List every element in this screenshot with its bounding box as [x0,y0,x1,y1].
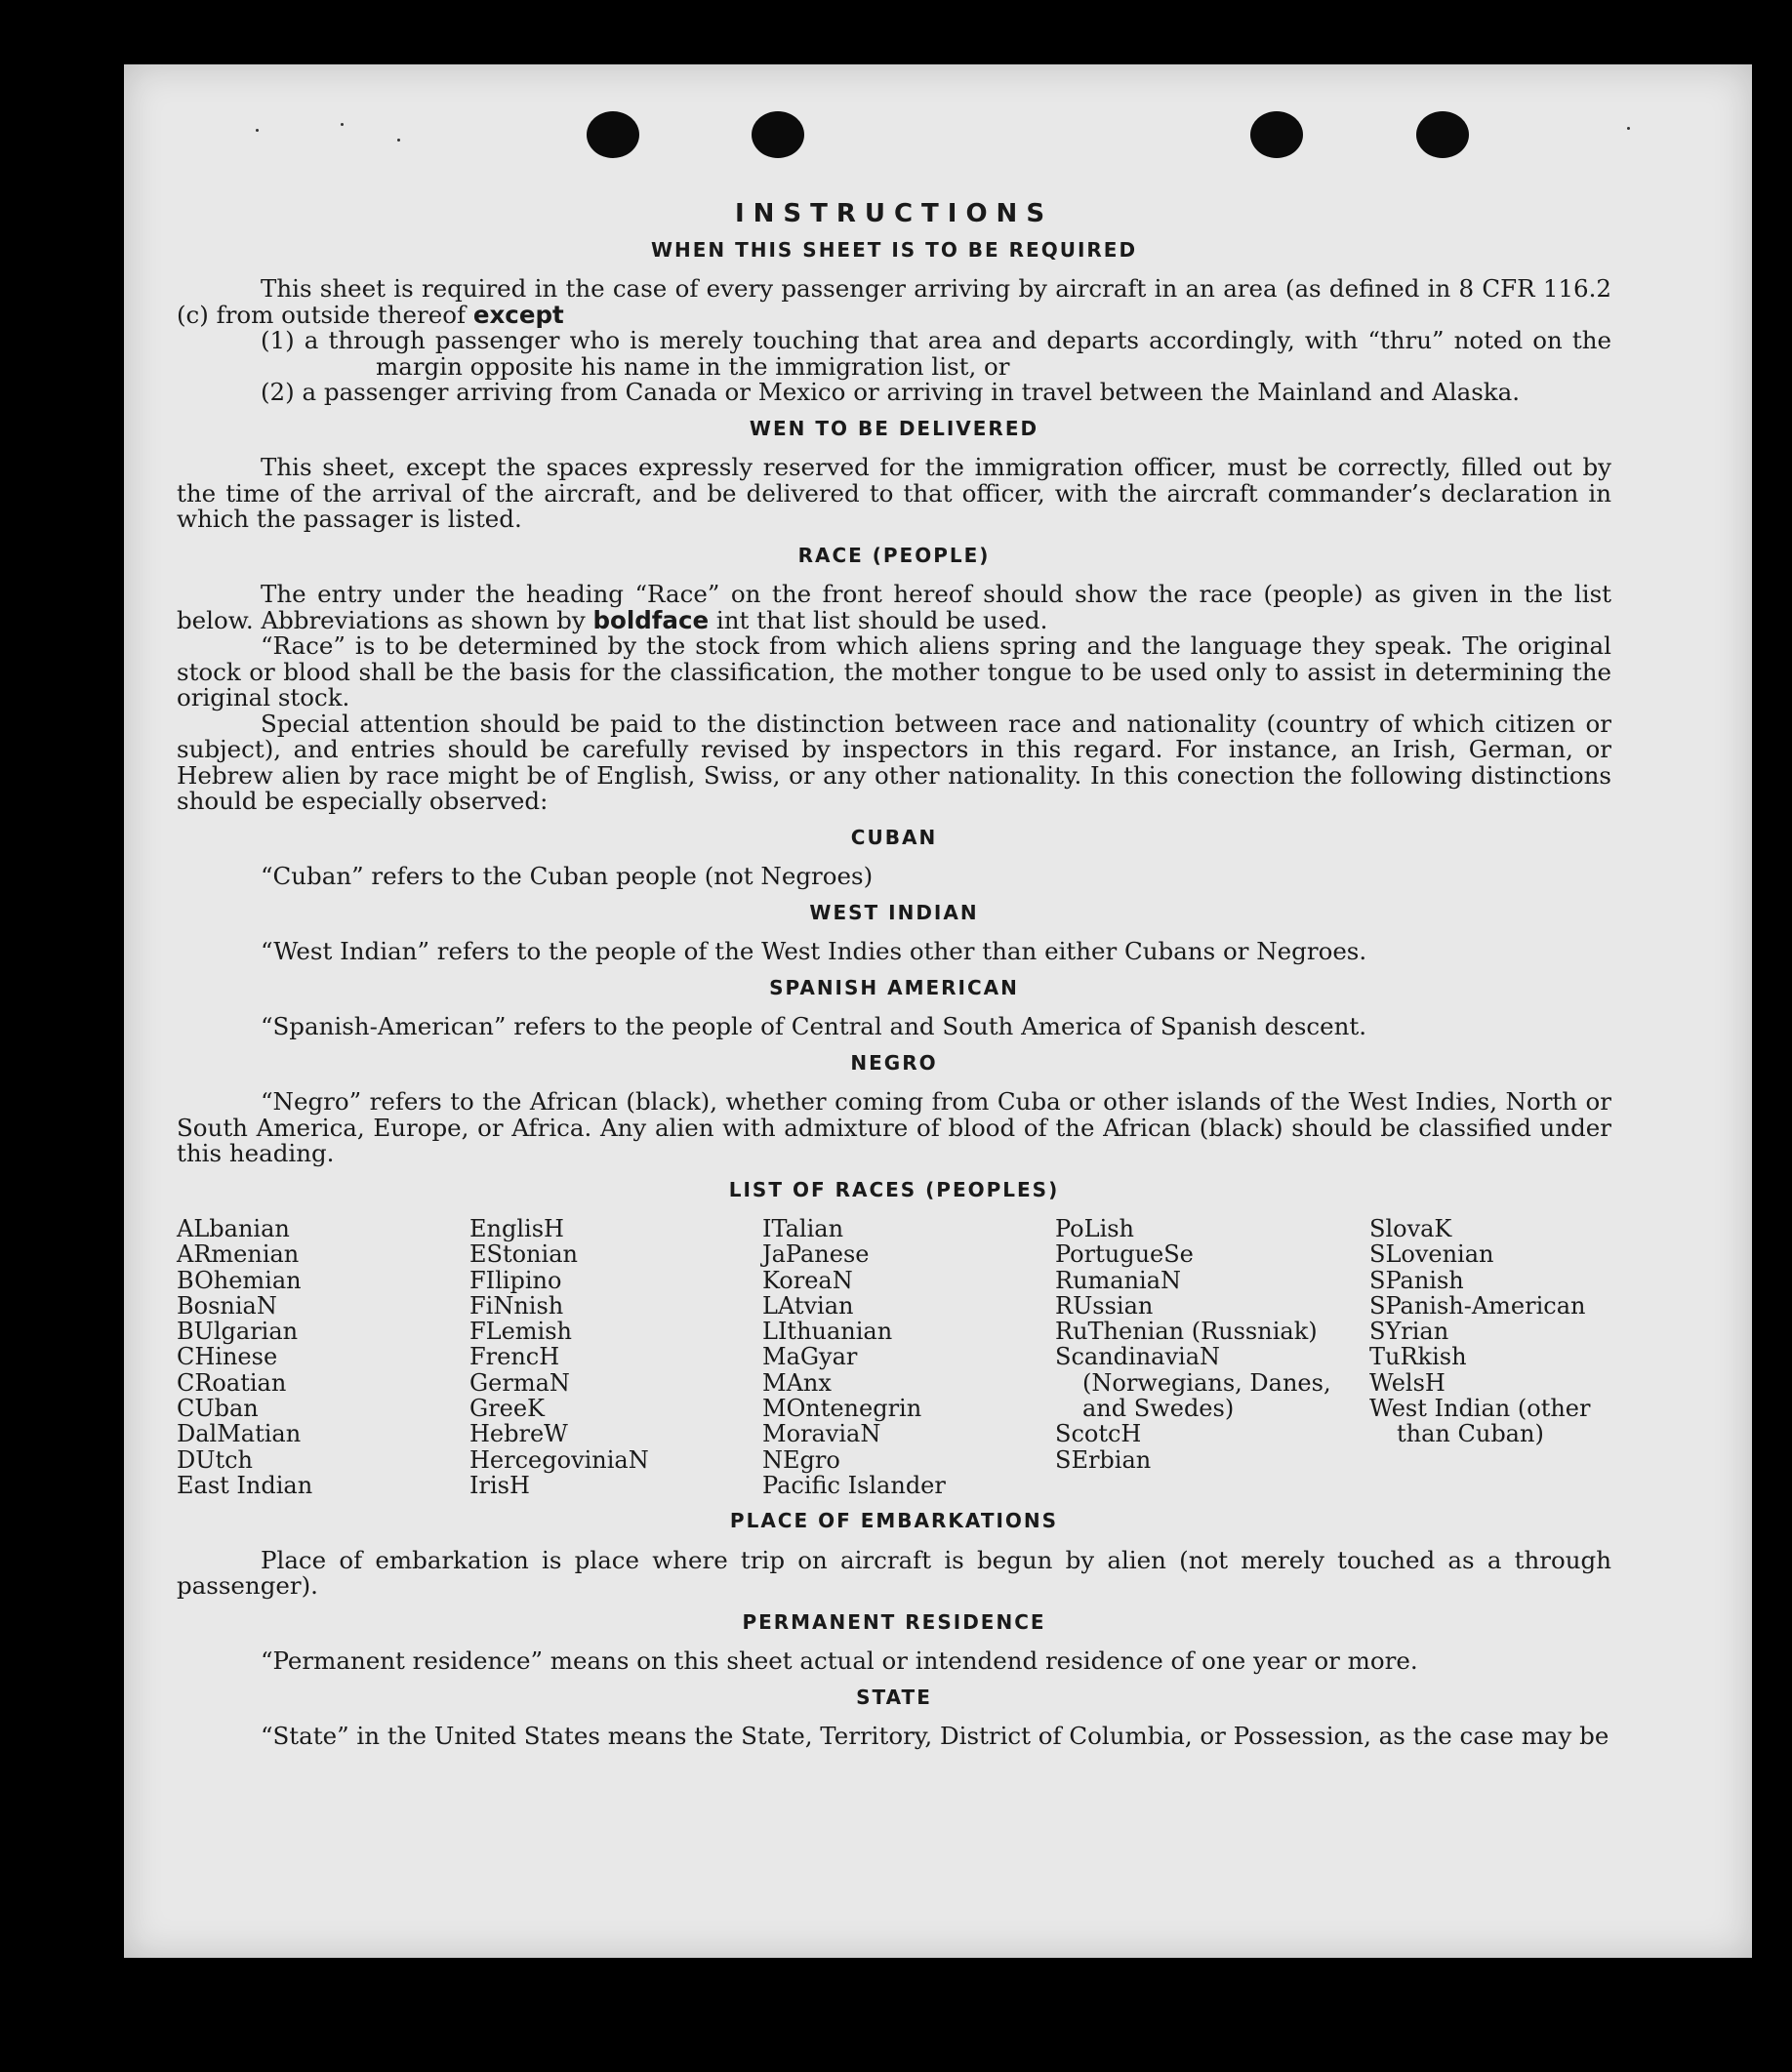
paragraph-embarkation: Place of embarkation is place where trip on aircraft is begun by alien (not merely touched as a through passenger). [177,1545,1611,1601]
race-item: GermaN [469,1368,570,1397]
races-list [177,1216,1611,1498]
race-item: West Indian (other than Cuban) [1369,1395,1591,1448]
race-item: FrencH [469,1343,560,1371]
race-item: SPanish-American [1369,1291,1586,1320]
section-heading-state: STATE [856,1685,932,1709]
race-item: MaGyar [762,1343,858,1371]
paragraph-race-3: Special attention should be paid to the distinction between race and nationality (country of which citizen or subject), and entries should be carefully revised by inspectors in this regard. For instance, an Irish, German, or Hebrew alien by race might be of English, Swiss, or any other nationality. In this conection the following distinctions should be especially observed: [177,709,1611,815]
race-item: LAtvian [762,1291,854,1320]
section-heading-spanish-american: SPANISH AMERICAN [769,975,1019,999]
punch-hole [587,111,639,158]
punch-hole [752,111,804,158]
races-column [1055,1216,1369,1498]
race-item: RumaniaN [1055,1266,1182,1294]
dust-speck [397,139,400,142]
race-item: SYrian [1369,1318,1449,1346]
race-item: ScotcH [1055,1420,1142,1448]
race-item: SPanish [1369,1266,1464,1294]
paragraph-text: int that list should be used. [715,605,1048,634]
paragraph-race-1 [177,582,1611,633]
section-heading-cuban: CUBAN [850,825,938,849]
race-item: HebreW [469,1420,568,1448]
section-heading-when-delivered: WEN TO BE DELIVERED [749,416,1039,440]
race-item: RuThenian (Russniak) [1055,1318,1318,1346]
instructions-content [177,201,1611,1750]
race-item: PoLish [1055,1215,1135,1242]
race-item: ALbanian [177,1215,290,1242]
race-item: PortugueSe [1055,1240,1194,1269]
punch-hole [1250,111,1303,158]
paragraph-when-delivered: This sheet, except the spaces expressly reserved for the immigration officer, must be correctly, filled out by the time of the arrival of the aircraft, and be delivered to that officer, with the aircraft commander’s declaration in which the passager is listed. [177,453,1611,533]
section-heading-list-of-races: LIST OF RACES (PEOPLES) [728,1177,1060,1201]
race-item: SErbian [1055,1445,1152,1474]
section-heading-race: RACE (PEOPLE) [797,543,991,567]
paragraph-when-required [177,276,1611,328]
race-item: NEgro [762,1445,840,1474]
race-item: ITalian [762,1215,844,1242]
race-item: KoreaN [762,1266,853,1294]
paragraph-text: The entry under the heading “Race” on the front hereof should show the race (people) as given in the list below. Abbreviations as shown by [177,580,1611,634]
section-heading-permanent-residence: PERMANENT RESIDENCE [742,1609,1046,1634]
races-column [177,1216,469,1498]
race-item: East Indian [177,1471,313,1499]
race-item: RUssian [1055,1291,1154,1320]
section-heading-west-indian: WEST INDIAN [809,900,979,924]
race-item: EnglisH [469,1215,564,1242]
race-item: CHinese [177,1343,278,1371]
document-sheet [124,64,1752,1958]
list-item: (2) a passenger arriving from Canada or Mexico or arriving in travel between the Mainland and Alaska. [261,378,1521,406]
race-item: FLemish [469,1318,572,1346]
section-heading-embarkation: PLACE OF EMBARKATIONS [729,1509,1059,1533]
dust-speck [1627,127,1630,130]
emphasis-text: boldface [592,605,710,634]
paragraph-spanish-american: “Spanish-American” refers to the people of Central and South America of Spanish descent. [261,1012,1367,1040]
emphasis-text: except [472,300,564,329]
race-item: JaPanese [762,1240,870,1269]
race-item: FiNnish [469,1291,564,1320]
paragraph-west-indian: “West Indian” refers to the people of the West Indies other than either Cubans or Negroes. [261,937,1367,965]
race-item: LIthuanian [762,1318,893,1346]
race-item: EStonian [469,1240,578,1269]
section-heading-negro: NEGRO [850,1050,938,1075]
dust-speck [341,123,344,126]
race-item: BUlgarian [177,1318,299,1346]
race-item: SlovaK [1369,1215,1452,1242]
punch-hole [1416,111,1469,158]
paragraph-cuban: “Cuban” refers to the Cuban people (not Negroes) [261,862,874,890]
race-item: GreeK [469,1395,545,1423]
race-item: FIlipino [469,1266,562,1294]
paragraph-negro: “Negro” refers to the African (black), whether coming from Cuba or other islands of the West Indies, North or South America, Europe, or Africa. Any alien with admixture of blood of the African (black) should be classified under this heading. [177,1087,1611,1167]
race-item: CUban [177,1395,259,1423]
race-item: MAnx [762,1368,832,1397]
paragraph-text: This sheet is required in the case of every passenger arriving by aircraft in an area (as defined in 8 CFR 116.2 (c) from outside thereof [177,274,1611,329]
paragraph-state: “State” in the United States means the State, Territory, District of Columbia, or Possession, as the case may be [261,1722,1609,1751]
race-item: CRoatian [177,1368,287,1397]
race-item: MoraviaN [762,1420,881,1448]
races-column [469,1216,762,1498]
race-item: BosniaN [177,1291,277,1320]
race-item: WelsH [1369,1368,1446,1397]
paragraph-permanent-residence: “Permanent residence” means on this sheet actual or intendend residence of one year or more. [261,1646,1418,1676]
race-item: BOhemian [177,1266,302,1294]
race-item: IrisH [469,1471,530,1499]
race-item: ARmenian [177,1240,300,1269]
race-item: HercegoviniaN [469,1445,649,1474]
page-title: INSTRUCTIONS [734,199,1054,228]
race-item: SLovenian [1369,1240,1494,1269]
race-item: Pacific Islander [762,1471,946,1499]
race-item: TuRkish [1369,1343,1467,1371]
paragraph-race-2: “Race” is to be determined by the stock from which aliens spring and the language they speak. The original stock or blood shall be the basis for the classification, the mother tongue to be used only to assist in determining the original stock. [177,631,1611,711]
races-column [1369,1216,1611,1498]
list-item: (1) a through passenger who is merely touching that area and departs accordingly, with “thru” noted on the margin opposite his name in the immigration list, or [261,326,1611,381]
race-item: DUtch [177,1445,254,1474]
dust-speck [256,129,259,132]
race-item: MOntenegrin [762,1395,922,1423]
race-item: ScandinaviaN (Norwegians, Danes, and Swedes) [1055,1343,1331,1423]
section-heading-when-required: WHEN THIS SHEET IS TO BE REQUIRED [650,237,1138,262]
race-item: DalMatian [177,1420,302,1448]
races-column [762,1216,1055,1498]
